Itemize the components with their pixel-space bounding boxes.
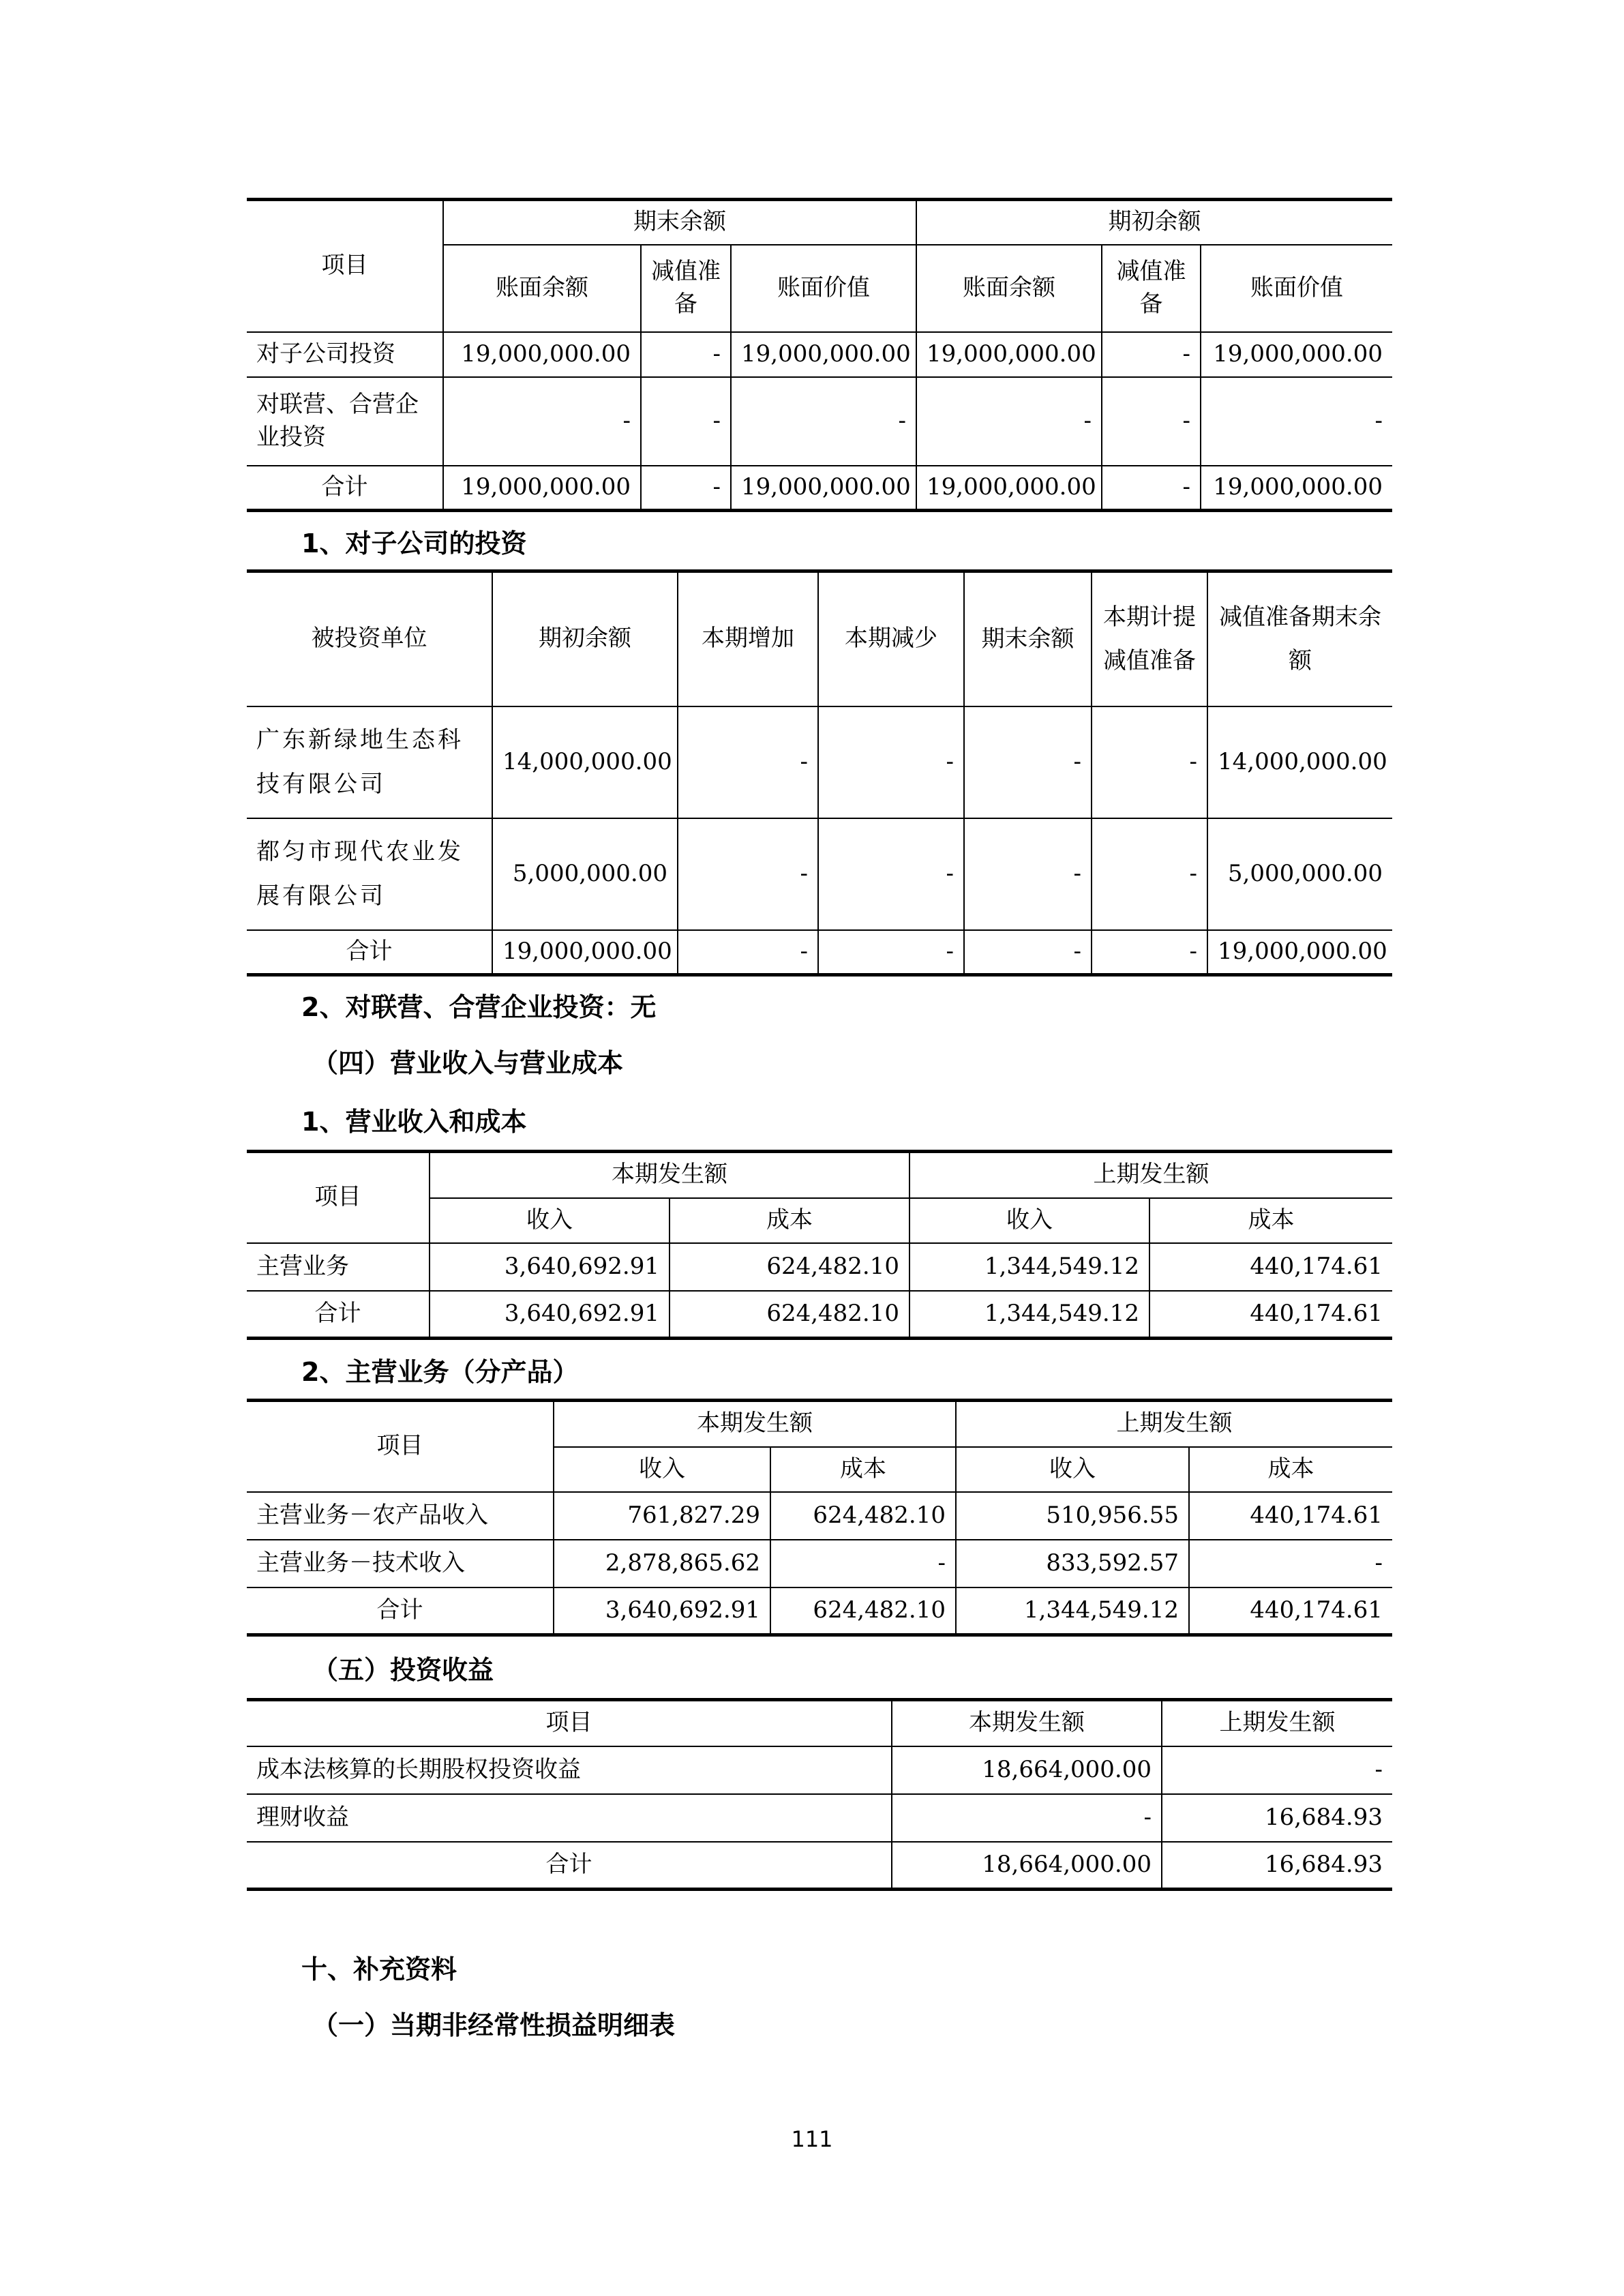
- cell: -: [678, 818, 818, 930]
- cell: 440,174.61: [1189, 1492, 1392, 1540]
- cell: -: [818, 706, 964, 818]
- cell: -: [1201, 377, 1392, 466]
- heading-text: 2、对联营、合营企业投资：无: [301, 992, 657, 1022]
- cell: -: [1102, 377, 1201, 466]
- header-investee: 被投资单位: [247, 571, 492, 706]
- cell: -: [1102, 332, 1201, 377]
- cell: -: [1092, 706, 1207, 818]
- row-label: 合计: [247, 466, 443, 511]
- investment-income-table: [247, 1698, 1392, 1891]
- cell: -: [678, 706, 818, 818]
- cell: 19,000,000.00: [916, 332, 1102, 377]
- row-label: 合计: [247, 1842, 892, 1890]
- table-row: [247, 1794, 1392, 1842]
- header-opening: 期初余额: [492, 571, 678, 706]
- header-current-period: 本期发生额: [430, 1152, 909, 1198]
- cell: 1,344,549.12: [909, 1291, 1149, 1339]
- cell: 440,174.61: [1189, 1587, 1392, 1635]
- table-row: [247, 332, 1392, 377]
- row-label: 理财收益: [247, 1794, 892, 1842]
- cell: 19,000,000.00: [731, 332, 916, 377]
- cell: 19,000,000.00: [1201, 466, 1392, 511]
- cell: -: [818, 930, 964, 975]
- cell: 761,827.29: [554, 1492, 770, 1540]
- heading-text: （四）营业收入与营业成本: [312, 1047, 624, 1078]
- cell: -: [1102, 466, 1201, 511]
- table-row: [247, 377, 1392, 466]
- row-label: 合计: [247, 1291, 430, 1339]
- cell: 3,640,692.91: [430, 1243, 670, 1291]
- row-label: 合计: [247, 1587, 554, 1635]
- main-business-by-product-table: [247, 1399, 1392, 1637]
- heading-text: 2、主营业务（分产品）: [301, 1356, 579, 1387]
- cell: -: [964, 706, 1092, 818]
- heading-text: 1、对子公司的投资: [301, 528, 527, 558]
- cell: -: [1189, 1540, 1392, 1587]
- section-heading-4-1: [247, 1088, 1392, 1150]
- header-prior-period: 上期发生额: [1162, 1700, 1392, 1746]
- cell: 624,482.10: [770, 1492, 956, 1540]
- header-prior-period: 上期发生额: [956, 1401, 1392, 1447]
- row-label: 合计: [247, 930, 492, 975]
- revenue-cost-table: [247, 1150, 1392, 1340]
- heading-text: 十、补充资料: [301, 1954, 457, 1984]
- cell: -: [1092, 930, 1207, 975]
- section-heading-10-1: [247, 1995, 1392, 2051]
- row-label: 对联营、合营企业投资: [247, 377, 443, 466]
- cell: 19,000,000.00: [1207, 930, 1392, 975]
- table-row-total: [247, 1587, 1392, 1635]
- page-number: 111: [791, 2126, 833, 2152]
- cell: 624,482.10: [770, 1587, 956, 1635]
- page-content: [247, 198, 1392, 2051]
- header-revenue: 收入: [430, 1198, 670, 1243]
- header-book-value: 账面价值: [1201, 245, 1392, 332]
- header-current-period: 本期发生额: [554, 1401, 956, 1447]
- row-label: 主营业务－技术收入: [247, 1540, 554, 1587]
- cell: 5,000,000.00: [492, 818, 678, 930]
- table-row: [247, 1746, 1392, 1794]
- section-heading-4: [247, 1032, 1392, 1088]
- header-cost: 成本: [1149, 1198, 1392, 1243]
- cell: 18,664,000.00: [892, 1746, 1162, 1794]
- cell: -: [641, 466, 731, 511]
- cell: -: [1092, 818, 1207, 930]
- cell: 440,174.61: [1149, 1243, 1392, 1291]
- header-impairment-accrued: 本期计提减值准备: [1092, 571, 1207, 706]
- cell: -: [678, 930, 818, 975]
- cell: 1,344,549.12: [909, 1243, 1149, 1291]
- header-book-balance: 账面余额: [443, 245, 641, 332]
- cell: 16,684.93: [1162, 1794, 1392, 1842]
- cell: 510,956.55: [956, 1492, 1189, 1540]
- section-heading-5: [247, 1637, 1392, 1698]
- header-revenue: 收入: [956, 1447, 1189, 1492]
- cell: 440,174.61: [1149, 1291, 1392, 1339]
- cell: 19,000,000.00: [1201, 332, 1392, 377]
- header-closing: 期末余额: [964, 571, 1092, 706]
- cell: 19,000,000.00: [916, 466, 1102, 511]
- subsidiary-investment-table: [247, 569, 1392, 976]
- cell: -: [731, 377, 916, 466]
- header-cost: 成本: [770, 1447, 956, 1492]
- cell: -: [770, 1540, 956, 1587]
- header-impairment: 减值准备: [1102, 245, 1201, 332]
- header-item: 项目: [247, 200, 443, 332]
- table-row: [247, 1492, 1392, 1540]
- header-book-value: 账面价值: [731, 245, 916, 332]
- cell: -: [641, 332, 731, 377]
- table-row-total: [247, 1842, 1392, 1890]
- section-heading-10: [247, 1939, 1392, 1995]
- header-impairment-closing: 减值准备期末余额: [1207, 571, 1392, 706]
- table-row: [247, 706, 1392, 818]
- header-cost: 成本: [1189, 1447, 1392, 1492]
- table-row-total: [247, 1291, 1392, 1339]
- cell: 19,000,000.00: [443, 466, 641, 511]
- section-heading-2: [247, 976, 1392, 1032]
- cell: 14,000,000.00: [1207, 706, 1392, 818]
- cell: 19,000,000.00: [492, 930, 678, 975]
- cell: 3,640,692.91: [554, 1587, 770, 1635]
- table-row: [247, 1243, 1392, 1291]
- long-term-investment-table: [247, 198, 1392, 512]
- row-label: 对子公司投资: [247, 332, 443, 377]
- row-label: 主营业务: [247, 1243, 430, 1291]
- header-current-period: 本期发生额: [892, 1700, 1162, 1746]
- cell: 19,000,000.00: [731, 466, 916, 511]
- cell: 2,878,865.62: [554, 1540, 770, 1587]
- header-period-end: 期末余额: [443, 200, 916, 245]
- header-period-begin: 期初余额: [916, 200, 1392, 245]
- heading-text: （五）投资收益: [312, 1654, 494, 1685]
- cell: 833,592.57: [956, 1540, 1189, 1587]
- cell: -: [964, 930, 1092, 975]
- header-cost: 成本: [670, 1198, 909, 1243]
- section-heading-4-2: [247, 1340, 1392, 1399]
- heading-text: （一）当期非经常性损益明细表: [312, 2010, 676, 2040]
- cell: 14,000,000.00: [492, 706, 678, 818]
- header-revenue: 收入: [909, 1198, 1149, 1243]
- header-item: 项目: [247, 1401, 554, 1492]
- cell: -: [916, 377, 1102, 466]
- header-revenue: 收入: [554, 1447, 770, 1492]
- cell: 1,344,549.12: [956, 1587, 1189, 1635]
- table-row-total: [247, 930, 1392, 975]
- cell: -: [892, 1794, 1162, 1842]
- header-book-balance: 账面余额: [916, 245, 1102, 332]
- cell: 624,482.10: [670, 1291, 909, 1339]
- cell: 5,000,000.00: [1207, 818, 1392, 930]
- header-decrease: 本期减少: [818, 571, 964, 706]
- cell: 19,000,000.00: [443, 332, 641, 377]
- cell: -: [1162, 1746, 1392, 1794]
- header-prior-period: 上期发生额: [909, 1152, 1392, 1198]
- cell: -: [964, 818, 1092, 930]
- cell: 624,482.10: [670, 1243, 909, 1291]
- cell: -: [818, 818, 964, 930]
- row-label: 成本法核算的长期股权投资收益: [247, 1746, 892, 1794]
- cell: -: [443, 377, 641, 466]
- table-row: [247, 818, 1392, 930]
- table-row-total: [247, 466, 1392, 511]
- cell: 16,684.93: [1162, 1842, 1392, 1890]
- cell: -: [641, 377, 731, 466]
- header-item: 项目: [247, 1152, 430, 1243]
- header-item: 项目: [247, 1700, 892, 1746]
- row-label: 广东新绿地生态科技有限公司: [247, 706, 492, 818]
- cell: 3,640,692.91: [430, 1291, 670, 1339]
- header-impairment: 减值准备: [641, 245, 731, 332]
- table-row: [247, 1540, 1392, 1587]
- section-heading-1: [247, 512, 1392, 569]
- row-label: 都匀市现代农业发展有限公司: [247, 818, 492, 930]
- header-increase: 本期增加: [678, 571, 818, 706]
- heading-text: 1、营业收入和成本: [301, 1106, 527, 1137]
- row-label: 主营业务－农产品收入: [247, 1492, 554, 1540]
- cell: 18,664,000.00: [892, 1842, 1162, 1890]
